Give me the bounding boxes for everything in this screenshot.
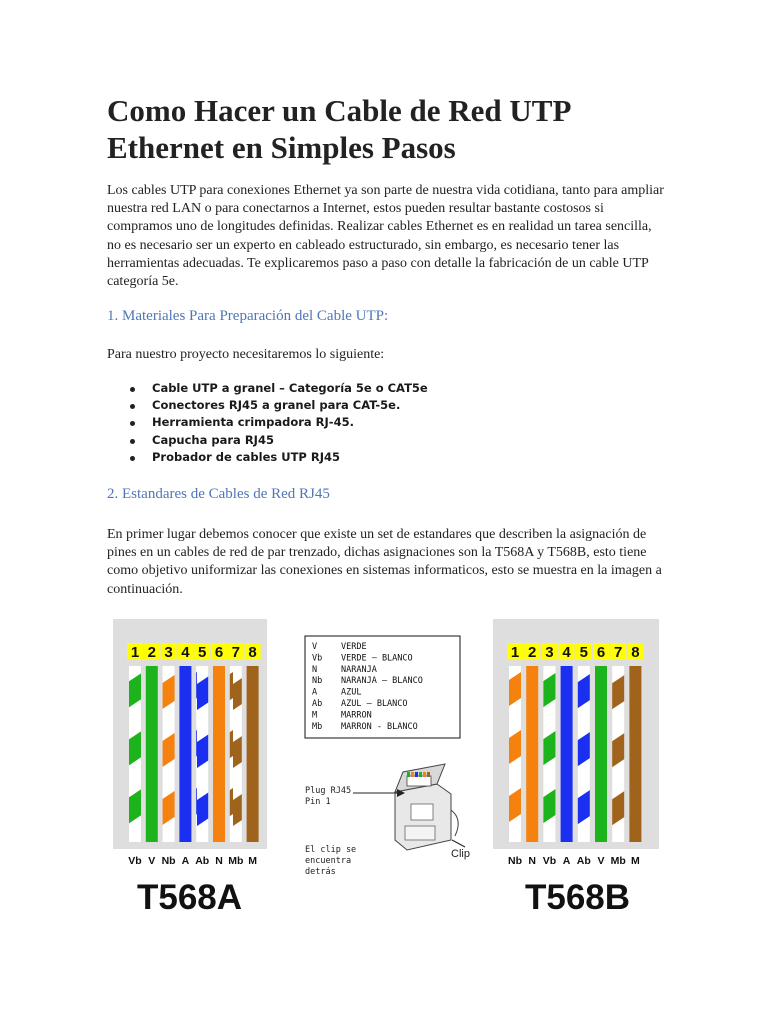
t568b-pin-number: 3 (545, 644, 554, 661)
bullet-icon (130, 421, 135, 426)
t568b-pin-number: 4 (562, 644, 571, 661)
t568b-pin-number: 1 (510, 644, 520, 661)
t568a-pin-number: 4 (181, 644, 190, 661)
legend-color-name: NARANJA – BLANCO (341, 676, 423, 687)
t568b-pin-number: 7 (614, 644, 623, 661)
t568b-wire-ab (578, 666, 590, 842)
t568b-wire-n (526, 666, 538, 842)
legend-code: A (312, 687, 318, 698)
list-item (130, 397, 428, 414)
legend-code: Nb (312, 676, 323, 687)
section-1-heading: 1. Materiales Para Preparación del Cable UTP: (107, 308, 389, 324)
legend-color-name: AZUL (341, 687, 362, 698)
list-item-text: Capucha para RJ45 (152, 432, 274, 447)
t568b-pin-number: 8 (631, 644, 640, 661)
t568b-wire-nb (509, 666, 521, 842)
t568a-pin-number: 5 (198, 644, 207, 661)
t568a-pin-number: 1 (130, 644, 140, 661)
t568a-pin-number: 6 (214, 644, 224, 661)
t568b-wire-code: N (528, 855, 536, 867)
section-2-heading: 2. Estandares de Cables de Red RJ45 (107, 486, 330, 502)
t568b-pin-number: 2 (528, 644, 537, 661)
color-legend (305, 636, 460, 738)
t568b-wire-code: Mb (610, 855, 626, 867)
clip-note-line-1: El clip se (305, 845, 357, 855)
rj45-plug-icon (395, 764, 458, 850)
t568a-wire-v (146, 666, 158, 842)
t568b-label: T568B (525, 878, 631, 916)
t568a-wire-code: Mb (228, 855, 244, 867)
t568b-wire-code: A (562, 855, 571, 867)
legend-color-name: AZUL – BLANCO (341, 699, 408, 709)
bullet-icon (130, 404, 135, 409)
t568a-wire-code: Vb (128, 855, 142, 867)
bullet-icon (130, 456, 135, 461)
t568b-wire-code: M (631, 855, 640, 867)
list-item (130, 380, 428, 397)
t568a-wire-n (213, 666, 225, 842)
t568a-label: T568A (137, 878, 243, 916)
bullet-icon (130, 439, 135, 444)
t568a-wire-vb (129, 666, 141, 842)
legend-color-name: VERDE (341, 642, 367, 652)
t568a-wire-ab (196, 666, 208, 842)
plug-label: Plug RJ45 (305, 786, 352, 796)
t568a-wire-code: V (148, 855, 156, 867)
t568b-wire-code: Ab (576, 855, 591, 867)
t568b-wire-mb (612, 666, 624, 842)
t568a-wire-code: Ab (195, 855, 210, 867)
t568a-pin-number: 3 (164, 644, 173, 661)
list-item-text: Cable UTP a granel – Categoría 5e o CAT5e (152, 381, 428, 395)
clip-label: Clip (451, 848, 470, 860)
legend-code: V (312, 642, 318, 652)
legend-code: Vb (312, 653, 323, 664)
t568a-pin-number: 8 (248, 644, 257, 661)
t568b-wire-code: Vb (542, 855, 557, 867)
legend-color-name: NARANJA (341, 664, 377, 675)
t568a-wire-code: A (181, 855, 190, 867)
clip-arrow-line (452, 840, 465, 847)
legend-code: N (312, 664, 318, 675)
t568a-wire-mb (230, 666, 242, 842)
t568b-diagram (493, 619, 659, 916)
legend-code: Mb (312, 721, 323, 732)
t568b-wire-v (595, 666, 607, 842)
legend-color-name: MARRON - BLANCO (341, 721, 418, 732)
list-item-text: Herramienta crimpadora RJ-45. (152, 415, 354, 430)
t568b-wire-vb (543, 666, 555, 842)
wiring-diagram (107, 614, 662, 916)
t568b-wire-a (561, 666, 573, 842)
t568a-pin-number: 7 (231, 644, 240, 661)
page-title: Como Hacer un Cable de Red UTP Ethernet en Simples Pasos (107, 93, 570, 165)
t568b-wire-code: V (597, 855, 605, 867)
t568a-wire-m (247, 666, 259, 842)
list-item (130, 449, 428, 466)
clip-note-line-2: encuentra (305, 856, 352, 866)
section-2-paragraph: En primer lugar debemos conocer que existe un set de estandares que describen la asignación de pines en un cables de red de par trenzado, dichas asignaciones son la T568A y T568B, esto tiene como objetivo uniformizar las conexiones en sistemas informaticos, esto se muestra en la imagen a continuación. (107, 527, 662, 597)
legend-code: Ab (312, 699, 323, 709)
section-1-lead: Para nuestro proyecto necesitaremos lo siguiente: (107, 347, 385, 362)
t568a-pin-number: 2 (147, 644, 156, 661)
list-item-text: Probador de cables UTP RJ45 (152, 449, 340, 464)
t568b-wire-m (629, 666, 641, 842)
t568b-pin-number: 6 (596, 644, 606, 661)
bullet-icon (130, 387, 135, 392)
t568b-pin-number: 5 (579, 644, 588, 661)
legend-code: M (312, 710, 318, 721)
materials-list (130, 380, 428, 466)
t568a-diagram (113, 619, 267, 916)
rj45-plug-illustration (305, 764, 470, 877)
legend-color-name: VERDE – BLANCO (341, 653, 413, 664)
intro-paragraph: Los cables UTP para conexiones Ethernet ya son parte de nuestra vida cotidiana, tanto para ampliar nuestra red LAN o para conectarnos a Internet, estos pueden resultar bastante costosos si compramos uno de longitudes definidas. Realizar cables Ethernet es en realidad un tarea sencilla, no es necesario ser un experto en cableado estructurado, sin embargo, es necesario tener las herramientas adecuadas. Te explicaremos paso a paso con detalle la fabricación de un cable UTP categoría 5e. (107, 183, 664, 290)
t568b-wire-code: Nb (508, 855, 522, 867)
t568a-wire-nb (163, 666, 175, 842)
clip-note-line-3: detrás (305, 867, 336, 877)
list-item-text: Conectores RJ45 a granel para CAT-5e. (152, 398, 401, 413)
pin-1-label: Pin 1 (305, 797, 331, 807)
t568a-wire-code: M (248, 855, 257, 867)
t568a-wire-a (179, 666, 191, 842)
list-item (130, 414, 428, 431)
list-item (130, 432, 428, 449)
legend-color-name: MARRON (341, 710, 372, 721)
t568a-wire-code: Nb (161, 855, 176, 867)
t568a-wire-code: N (215, 855, 223, 867)
